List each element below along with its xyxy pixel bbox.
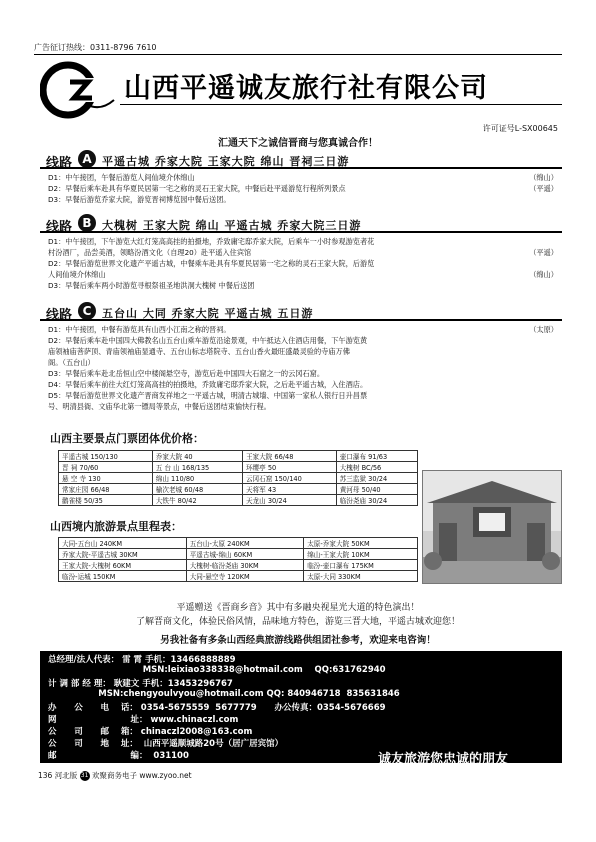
itinerary-line: D1：中午接团，下午游览大红灯笼高高挂的拍摄地，乔致庸宅邸乔家大院，后乘车一小时参观游览者花 bbox=[48, 237, 375, 246]
itinerary-line: D1：中午接团，午餐后游览人间仙境介休绵山 （绵山） bbox=[48, 173, 558, 182]
itinerary-line: D2：早餐后乘车赴具有华夏民居第一宅之称的灵石王家大院，中餐后赴平遥游览行程所列景点 （平遥） bbox=[48, 184, 558, 193]
route-word: 线路 bbox=[46, 308, 73, 323]
contact-email: 公 司 邮 箱： chinaczl2008@163.com bbox=[48, 727, 253, 737]
route-a-itinerary bbox=[48, 172, 558, 205]
route-letter-badge: C bbox=[78, 302, 96, 320]
prices-title: 山西主要景点门票团体优价格： bbox=[50, 432, 204, 445]
route-word: 线路 bbox=[46, 220, 73, 235]
itinerary-line: 人间仙境介休绵山 （绵山） bbox=[48, 270, 558, 279]
contact-manager-msn: MSN:leixiao338338@hotmail.com QQ:631762940 bbox=[48, 665, 386, 675]
itinerary-line: 阁。（五台山） bbox=[48, 358, 95, 367]
itinerary-line: D1：中午接团，中餐有游览具有山西小江南之称的晋祠。 （太原） bbox=[48, 325, 558, 334]
prices-table bbox=[58, 450, 418, 506]
company-name: 山西平遥诚友旅行社有限公司 bbox=[124, 73, 488, 104]
itinerary-line: D5：早餐后游览世界文化遗产晋商发祥地之一平遥古城，明清古城墙、中国第一家私人银行日升昌票 bbox=[48, 391, 368, 400]
logo-divider bbox=[120, 104, 562, 105]
contact-postcode: 邮 编： 031100 bbox=[48, 751, 189, 761]
contact-planner-msn: MSN:chengyoulvyou@hotmail.com QQ: 840946718 835631846 bbox=[48, 689, 400, 699]
table-row: 常家庄园 66/48 榆次老城 60/48 天将军 43 黄河母 50/40 bbox=[59, 484, 418, 495]
gate-illustration-icon bbox=[423, 471, 561, 583]
license-number: 许可证号L-SX00645 bbox=[482, 124, 558, 133]
route-title: 五台山 大同 乔家大院 平遥古城 五日游 bbox=[102, 307, 314, 320]
route-a-header bbox=[40, 151, 562, 169]
itinerary-line: D4：早餐后乘车前往大红灯笼高高挂的拍摄地，乔致庸宅邸乔家大院，之后赴平遥古城，入住酒店。 bbox=[48, 380, 368, 389]
promo-line-1: 平遥赠送《晋商乡音》其中有多融央视星光大道的特色演出！ bbox=[176, 603, 420, 613]
contact-website: 网 址： www.chinaczl.com bbox=[48, 715, 239, 725]
contact-panel bbox=[40, 651, 562, 763]
route-c-header bbox=[40, 303, 562, 321]
company-motto: 诚友旅游您忠诚的朋友 bbox=[378, 752, 509, 767]
contact-manager: 总经理/法人代表： 雷 霄 手机：13466888889 bbox=[48, 655, 236, 665]
table-row: 乔家大院-平遥古城 30KM 平遥古城-绵山 60KM 绵山-王家大院 10KM bbox=[59, 549, 418, 560]
table-row: 晋 祠 70/60 五 台 山 168/135 环缨亭 50 大槐树 BC/56 bbox=[59, 462, 418, 473]
table-row: 大同-五台山 240KM 五台山-太原 240KM 太原-乔家大院 50KM bbox=[59, 538, 418, 549]
publisher-badge-icon: 31 bbox=[80, 772, 89, 779]
promo-line-2: 了解晋商文化，体验民俗风情，品味地方特色，游览三晋大地，平遥古城欢迎您！ bbox=[135, 617, 460, 627]
slogan: 汇通天下之诚信晋商与您真诚合作！ bbox=[218, 138, 378, 149]
mileage-title: 山西境内旅游景点里程表： bbox=[50, 520, 182, 533]
mileage-table bbox=[58, 537, 418, 582]
route-letter-badge: B bbox=[78, 214, 96, 232]
page-number: 136 河北版 bbox=[38, 771, 78, 780]
itinerary-line: D2：早餐后游览世界文化遗产平遥古城，中餐乘车赴具有华夏民居第一宅之称的灵石王家大院，后游览 bbox=[48, 259, 375, 268]
route-word: 线路 bbox=[46, 156, 73, 171]
table-row: 悬 空 寺 130 绵山 110/80 云冈石窟 150/140 苏三监狱 30/24 bbox=[59, 473, 418, 484]
page-footer bbox=[38, 770, 192, 781]
itinerary-line: 号、明清县衙、文庙华北第一镖局等景点，中餐后送团结束愉快行程。 bbox=[48, 402, 271, 411]
table-row: 临汾-运城 150KM 大同-悬空寺 120KM 太原-大同 330KM bbox=[59, 571, 418, 582]
contact-planner: 计 调 部 经 理： 耿建文 手机：13453296767 bbox=[48, 679, 233, 689]
root-ancestor-gate-photo bbox=[422, 470, 562, 584]
table-row: 鹳雀楼 50/35 大铁牛 80/42 天龙山 30/24 临汾尧庙 30/24 bbox=[59, 495, 418, 506]
route-c-itinerary bbox=[48, 324, 558, 412]
ad-hotline: 广告征订热线：0311-8796 7610 bbox=[34, 43, 157, 52]
itinerary-line: D3：早餐后乘车赴北岳恒山空中楼阁悬空寺，游览后赴中国四大石窟之一的云冈石窟。 bbox=[48, 369, 325, 378]
itinerary-line: D3：早餐后乘车两小时游览寻根祭祖圣地洪洞大槐树 中餐后送团 bbox=[48, 281, 255, 290]
itinerary-line: D3：早餐后游览乔家大院，游览晋祠博览园中餐后送团。 bbox=[48, 195, 231, 204]
itinerary-line: 村汾酒厂，品尝美酒，领略汾酒文化（自理20）赴平遥入住宾馆 （平遥） bbox=[48, 248, 558, 257]
itinerary-line: D2：早餐后乘车赴中国四大佛教名山五台山乘车游览沿途景观，中午抵达入住酒店用餐，下午游览黄 bbox=[48, 336, 368, 345]
route-title: 平遥古城 乔家大院 王家大院 绵山 晋祠三日游 bbox=[102, 155, 350, 168]
table-row: 平遥古城 150/130 乔家大院 40 王家大院 66/48 壶口瀑布 91/63 bbox=[59, 451, 418, 462]
table-row: 王家大院-大槐树 60KM 大槐树-临汾尧庙 30KM 临汾-壶口瀑布 175KM bbox=[59, 560, 418, 571]
top-divider bbox=[34, 54, 562, 55]
route-b-header bbox=[40, 215, 562, 233]
contact-address: 公 司 地 址： 山西平遥顺城路20号（居广居宾馆） bbox=[48, 739, 284, 749]
contact-office-phone: 办 公 电 话： 0354-5675559 5677779 办公传真：0354-5676669 bbox=[48, 703, 386, 713]
route-letter-badge: A bbox=[78, 150, 96, 168]
itinerary-line: 庙领袖庙菩萨顶、青庙领袖庙显通寺、五台山标志塔院寺、五台山香火最旺盛最灵验的寺庙万佛 bbox=[48, 347, 350, 356]
company-logo-icon bbox=[40, 60, 120, 120]
publisher-site: 欢聚商务电子 www.zyoo.net bbox=[91, 771, 192, 780]
promo-line-3: 另我社备有多条山西经典旅游线路供组团社参考，欢迎来电咨询！ bbox=[160, 635, 436, 646]
route-title: 大槐树 王家大院 绵山 平遥古城 乔家大院三日游 bbox=[102, 219, 362, 232]
route-b-itinerary bbox=[48, 236, 558, 291]
